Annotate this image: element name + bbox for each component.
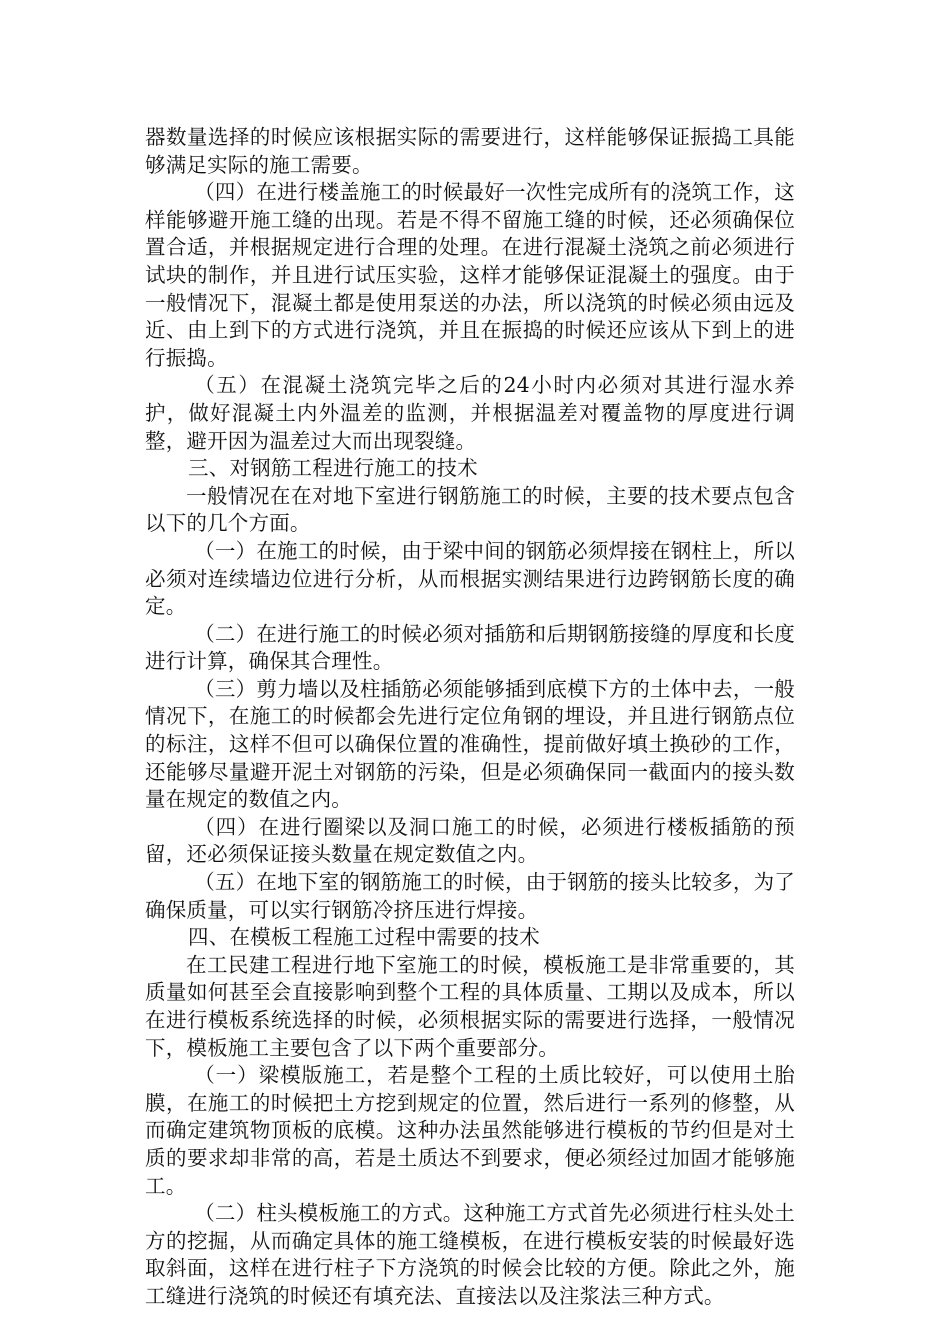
paragraph-rebar-intro: 一般情况在在对地下室进行钢筋施工的时候，主要的技术要点包含以下的几个方面。 — [145, 483, 795, 536]
paragraph-rebar-item-1: （一）在施工的时候，由于梁中间的钢筋必须焊接在钢柱上，所以必须对连续墙边位进行分析，从而根据实测结果进行边跨钢筋长度的确定。 — [145, 538, 795, 619]
paragraph-rebar-item-2: （二）在进行施工的时候必须对插筋和后期钢筋接缝的厚度和长度进行计算，确保其合理性。 — [145, 621, 795, 674]
paragraph-item-5-curing: （五）在混凝土浇筑完毕之后的24小时内必须对其进行湿水养护，做好混凝土内外温差的监测，并根据温差对覆盖物的厚度进行调整，避开因为温差过大而出现裂缝。 — [145, 373, 795, 453]
paragraph-item-4-floor: （四）在进行楼盖施工的时候最好一次性完成所有的浇筑工作，这样能够避开施工缝的出现。若是不得不留施工缝的时候，还必须确保位置合适，并根据规定进行合理的处理。在进行混凝土浇筑之前必须进行试块的制作，并且进行试压实验，这样才能够保证混凝土的强度。由于一般情况下，混凝土都是使用泵送的办法，所以浇筑的时候必须由远及近、由上到下的方式进行浇筑，并且在振捣的时候还应该从下到上的进行振捣。 — [145, 180, 795, 370]
section-heading-rebar: 三、对钢筋工程进行施工的技术 — [188, 456, 478, 481]
paragraph-continuation: 器数量选择的时候应该根据实际的需要进行，这样能够保证振捣工具能够满足实际的施工需要。 — [145, 125, 795, 177]
paragraph-rebar-item-3: （三）剪力墙以及柱插筋必须能够插到底模下方的土体中去，一般情况下，在施工的时候都会先进行定位角钢的埋设，并且进行钢筋点位的标注，这样不但可以确保位置的准确性，提前做好填土换砂的工作，还能够尽量避开泥土对钢筋的污染，但是必须确保同一截面内的接头数量在规定的数值之内。 — [145, 676, 795, 812]
paragraph-rebar-item-5: （五）在地下室的钢筋施工的时候，由于钢筋的接头比较多，为了确保质量，可以实行钢筋冷挤压进行焊接。 — [145, 870, 795, 922]
paragraph-rebar-item-4: （四）在进行圈梁以及洞口施工的时候，必须进行楼板插筋的预留，还必须保证接头数量在规定数值之内。 — [145, 814, 795, 867]
paragraph-formwork-item-1: （一）梁模版施工，若是整个工程的土质比较好，可以使用土胎膜，在施工的时候把土方挖到规定的位置，然后进行一系列的修整，从而确定建筑物顶板的底模。这种办法虽然能够进行模板的节约但是对土质的要求却非常的高，若是土质达不到要求，便必须经过加固才能够施工。 — [145, 1063, 795, 1198]
paragraph-formwork-intro: 在工民建工程进行地下室施工的时候，模板施工是非常重要的，其质量如何甚至会直接影响到整个工程的具体质量、工期以及成本，所以在进行模板系统选择的时候，必须根据实际的需要进行选择，一般情况下，模板施工主要包含了以下两个重要部分。 — [145, 952, 795, 1060]
paragraph-formwork-item-2: （二）柱头模板施工的方式。这种施工方式首先必须进行柱头处土方的挖掘，从而确定具体的施工缝模板，在进行模板安装的时候最好选取斜面，这样在进行柱子下方浇筑的时候会比较的方便。除此之外，施工缝进行浇筑的时候还有填充法、直接法以及注浆法三种方式。 — [145, 1201, 795, 1308]
section-heading-formwork: 四、在模板工程施工过程中需要的技术 — [188, 925, 540, 950]
body-text — [145, 124, 795, 1311]
